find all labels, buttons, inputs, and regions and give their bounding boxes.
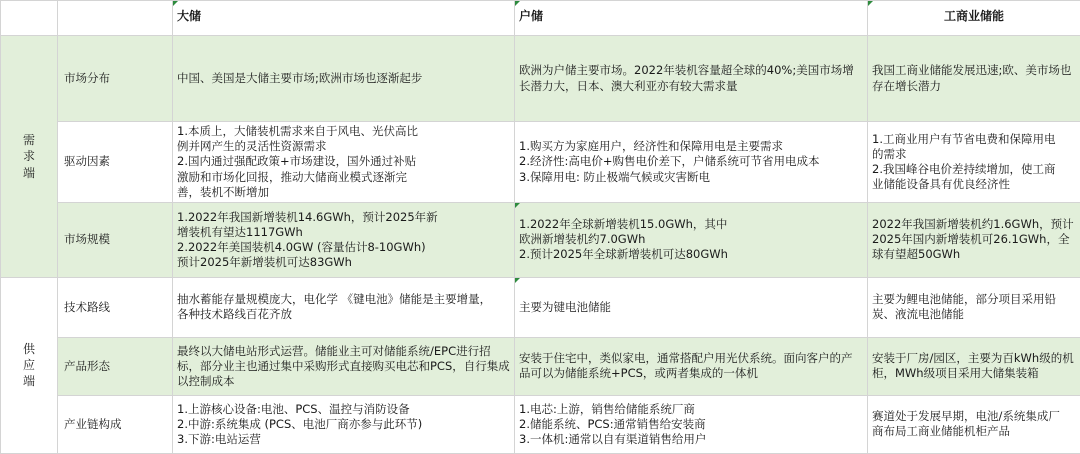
cell-ci-storage: 赛道处于发展早期，电池/系统集成厂 商布局工商业储能机柜产品	[868, 395, 1080, 453]
header-corner-group	[1, 1, 58, 36]
cell-home-storage: 欧洲为户储主要市场。2022年装机容量超全球的40%;美国市场增长潜力大，日本、澳大利亚亦有较大需求量	[515, 36, 868, 122]
comment-marker	[515, 203, 520, 208]
row-label: 市场分布	[58, 36, 173, 122]
cell-home-storage: 1.购买方为家庭用户，经济性和保障用电是主要需求 2.经济性:高电价+购售电价差下，户储系统可节省用电成本 3.保障用电: 防止极端气候或灾害断电	[515, 122, 868, 203]
header-ci-storage	[868, 1, 1080, 36]
cell-ci-storage: 2022年我国新增装机约1.6GWh，预计 2025年国内新增装机可26.1GWh，全 球有望超50GWh	[868, 202, 1080, 277]
cell-home-storage	[515, 202, 868, 277]
cell-text: 主要为键电池储能	[519, 300, 611, 314]
table-row	[1, 122, 1080, 203]
cell-large-storage: 最终以大储电站形式运营。储能业主可对储能系统/EPC进行招标，部分业主也通过集中采购形式直接购买电芯和PCS，自行集成以控制成本	[173, 337, 515, 395]
row-label: 产业链构成	[58, 395, 173, 453]
header-label: 工商业储能	[944, 9, 1004, 23]
cell-ci-storage: 安装于厂房/园区，主要为百kWh级的机柜，MWh级项目采用大储集装箱	[868, 337, 1080, 395]
comment-marker	[515, 1, 520, 6]
header-home-storage	[515, 1, 868, 36]
cell-text: 1.2022年全球新增装机15.0GWh，其中 欧洲新增装机约7.0GWh 2.预计2025年全球新增装机可达80GWh	[519, 217, 728, 261]
cell-home-storage: 1.电芯:上游，销售给储能系统厂商 2.储能系统、PCS:通常销售给安装商 3.一体机:通常以自有渠道销售给用户	[515, 395, 868, 453]
cell-large-storage: 1.2022年我国新增装机14.6GWh，预计2025年新 增装机有望达1117GWh 2.2022年美国装机4.0GW (容量估计8-10GWh) 预计2025年新增装机可达83GWh	[173, 202, 515, 277]
header-label: 大储	[177, 9, 201, 23]
group-demand: 需 求 端	[1, 36, 58, 278]
table-row	[1, 202, 1080, 277]
comment-marker	[868, 1, 873, 6]
cell-ci-storage: 主要为鲤电池储能，部分项目采用铅 炭、液流电池储能	[868, 277, 1080, 337]
header-row	[1, 1, 1080, 36]
table-row	[1, 337, 1080, 395]
header-large-storage	[173, 1, 515, 36]
cell-ci-storage: 我国工商业储能发展迅速;欧、美市场也存在增长潜力	[868, 36, 1080, 122]
cell-home-storage: 安装于住宅中，类似家电，通常搭配户用光伏系统。面向客户的产品可以为储能系统+PCS，或两者集成的一体机	[515, 337, 868, 395]
cell-large-storage: 中国、美国是大储主要市场;欧洲市场也逐渐起步	[173, 36, 515, 122]
group-supply: 供 应 端	[1, 277, 58, 453]
table-row	[1, 277, 1080, 337]
cell-large-storage: 抽水蓄能存量规模庞大，电化学 《键电池》储能是主要增量， 各种技术路线百花齐放	[173, 277, 515, 337]
row-label: 驱动因素	[58, 122, 173, 203]
comment-marker	[173, 1, 178, 6]
header-label: 户储	[519, 9, 543, 23]
cell-large-storage: 1.上游核心设备:电池、PCS、温控与消防设备 2.中游:系统集成 (PCS、电池厂商亦参与此环节) 3.下游:电站运营	[173, 395, 515, 453]
table-row	[1, 395, 1080, 453]
row-label: 产品形态	[58, 337, 173, 395]
table-row	[1, 36, 1080, 122]
header-corner-item	[58, 1, 173, 36]
comment-marker	[515, 278, 520, 283]
row-label: 技术路线	[58, 277, 173, 337]
cell-ci-storage: 1.工商业用户有节省电费和保障用电 的需求 2.我国峰谷电价差持续增加，使工商 业储能设备具有优良经济性	[868, 122, 1080, 203]
row-label: 市场规模	[58, 202, 173, 277]
cell-large-storage: 1.本质上，大储装机需求来自于风电、光伏高比 例并网产生的灵活性资源需求 2.国内通过强配政策+市场建设，国外通过补贴 激励和市场化回报，推动大储商业模式逐渐完 善，装机不断增加	[173, 122, 515, 203]
cell-home-storage	[515, 277, 868, 337]
